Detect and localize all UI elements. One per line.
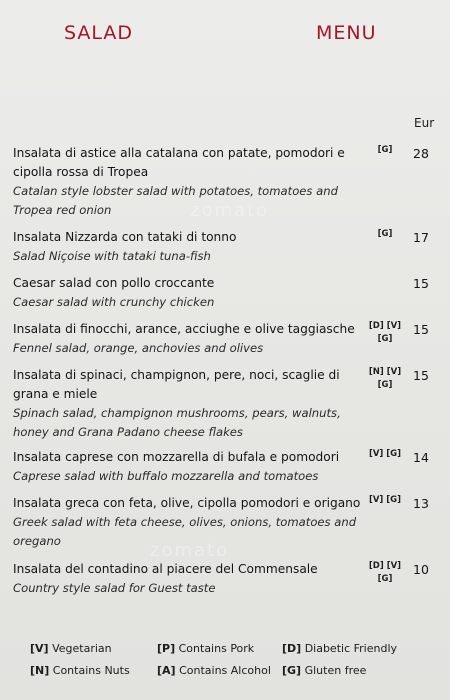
- item-tag: [D] [V]: [368, 561, 402, 571]
- legend-code: [V]: [30, 642, 49, 655]
- legend-label: Diabetic Friendly: [304, 642, 398, 655]
- item-translation: Catalan style lobster salad with potatoes, tomatoes and Tropea red onion: [13, 184, 338, 217]
- item-translation: Salad Niçoise with tataki tuna-fish: [13, 249, 211, 263]
- item-name: Insalata greca con feta, olive, cipolla pomodori e origano: [13, 496, 361, 510]
- legend-code: [D]: [282, 642, 302, 655]
- item-price: 13: [413, 496, 429, 511]
- menu-item: [13, 144, 443, 220]
- item-tag: [N] [V]: [368, 367, 402, 377]
- legend-label: Contains Nuts: [52, 664, 130, 677]
- item-price: 15: [413, 322, 429, 337]
- item-tag: [G]: [377, 574, 393, 584]
- legend-code: [P]: [157, 642, 176, 655]
- legend-item: [157, 642, 254, 656]
- item-name: Insalata del contadino al piacere del Commensale: [13, 562, 318, 576]
- legend-label: Contains Pork: [178, 642, 255, 655]
- item-tags: [365, 144, 405, 157]
- item-tags: [365, 560, 405, 586]
- menu-item: [13, 448, 443, 486]
- item-translation: Greek salad with feta cheese, olives, onions, tomatoes and oregano: [13, 515, 357, 548]
- item-price: 10: [413, 562, 429, 577]
- item-tag: [G]: [377, 145, 393, 155]
- legend-label: Gluten free: [304, 664, 367, 677]
- menu-item: [13, 366, 443, 442]
- legend-code: [A]: [157, 664, 176, 677]
- item-tag: [G]: [377, 334, 393, 344]
- item-translation: Spinach salad, champignon mushrooms, pears, walnuts, honey and Grana Padano cheese flakes: [13, 406, 341, 439]
- item-tag: [G]: [377, 380, 393, 390]
- item-price: 28: [413, 146, 429, 161]
- item-name: Insalata di astice alla catalana con patate, pomodori e cipolla rossa di Tropea: [13, 146, 345, 179]
- item-tags: [365, 320, 405, 346]
- item-tags: [365, 448, 405, 461]
- legend-code: [N]: [30, 664, 50, 677]
- item-translation: Caesar salad with crunchy chicken: [13, 295, 215, 309]
- legend-code: [G]: [282, 664, 302, 677]
- watermark: zomato: [150, 540, 230, 561]
- item-name: Insalata di spinaci, champignon, pere, noci, scaglie di grana e miele: [13, 368, 340, 401]
- legend-item: [157, 664, 271, 678]
- menu-item: [13, 274, 443, 312]
- section-title: SALAD: [64, 22, 134, 44]
- legend-item: [30, 664, 130, 678]
- legend-item: [282, 642, 397, 656]
- item-tag: [V] [G]: [368, 495, 402, 505]
- item-tag: [G]: [377, 229, 393, 239]
- item-tag: [D] [V]: [368, 321, 402, 331]
- legend-item: [30, 642, 112, 656]
- watermark: zomato: [190, 200, 270, 221]
- legend-label: Contains Alcohol: [179, 664, 271, 677]
- item-price: 15: [413, 368, 429, 383]
- legend-label: Vegetarian: [52, 642, 112, 655]
- menu-item: [13, 560, 443, 598]
- legend-item: [282, 664, 366, 678]
- currency-label: Eur: [414, 116, 435, 130]
- item-tags: [365, 228, 405, 241]
- item-name: Insalata Nizzarda con tataki di tonno: [13, 230, 237, 244]
- item-price: 15: [413, 276, 429, 291]
- menu-title: MENU: [316, 22, 377, 44]
- item-name: Caesar salad con pollo croccante: [13, 276, 215, 290]
- item-price: 17: [413, 230, 429, 245]
- item-translation: Fennel salad, orange, anchovies and olives: [13, 341, 264, 355]
- menu-item: [13, 320, 443, 358]
- item-price: 14: [413, 450, 429, 465]
- item-tags: [365, 366, 405, 392]
- item-translation: Caprese salad with buffalo mozzarella and tomatoes: [13, 469, 319, 483]
- item-name: Insalata di finocchi, arance, acciughe e olive taggiasche: [13, 322, 355, 336]
- menu-item: [13, 228, 443, 266]
- item-translation: Country style salad for Guest taste: [13, 581, 216, 595]
- menu-item: [13, 494, 443, 551]
- item-tag: [V] [G]: [368, 449, 402, 459]
- item-tags: [365, 494, 405, 507]
- item-name: Insalata caprese con mozzarella di bufala e pomodori: [13, 450, 340, 464]
